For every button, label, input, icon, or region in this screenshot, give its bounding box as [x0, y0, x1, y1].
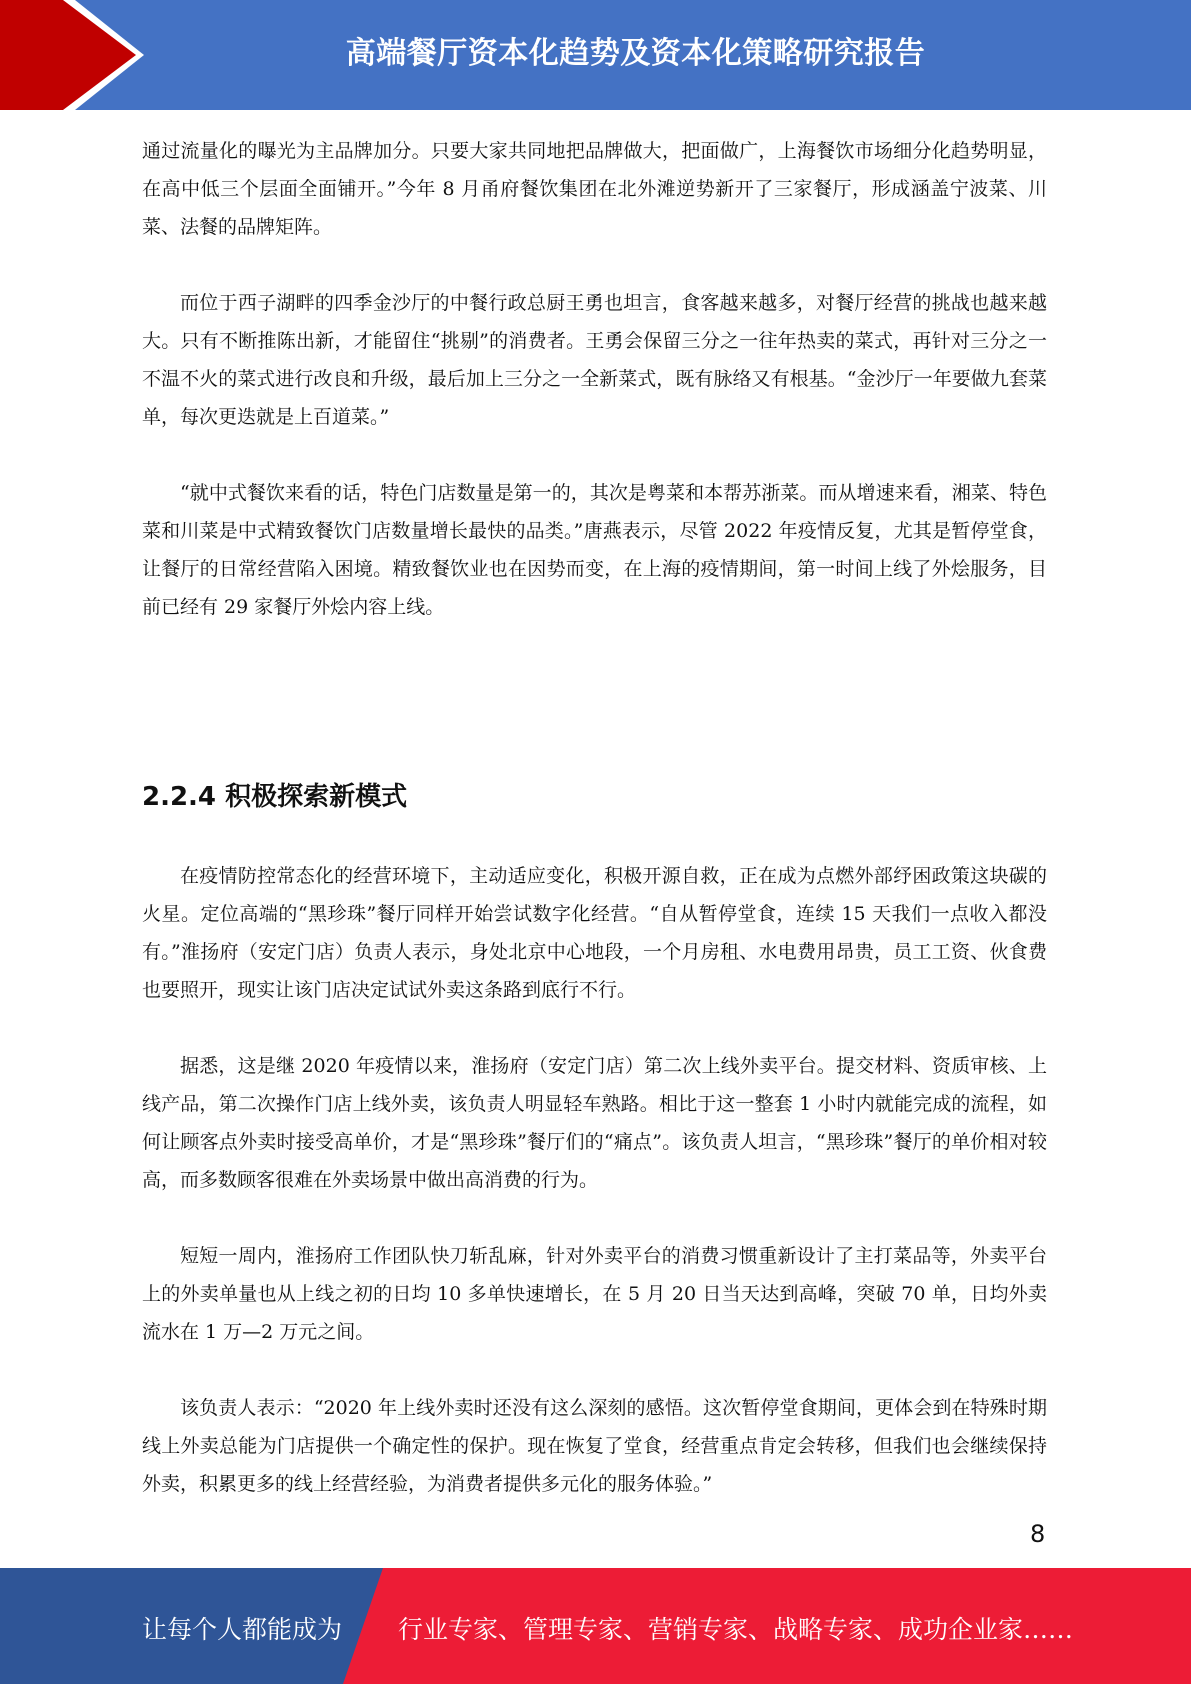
body-content-top — [142, 132, 1047, 664]
paragraph: 该负责人表示：“2020 年上线外卖时还没有这么深刻的感悟。这次暂停堂食期间，更体会到在特殊时期线上外卖总能为门店提供一个确定性的保护。现在恢复了堂食，经营重点肯定会转移，但我们也会继续保持外卖，积累更多的线上经营经验，为消费者提供多元化的服务体验。” — [142, 1397, 1047, 1495]
paragraph: 短短一周内，淮扬府工作团队快刀斩乱麻，针对外卖平台的消费习惯重新设计了主打菜品等，外卖平台上的外卖单量也从上线之初的日均 10 多单快速增长，在 5 月 20 日当天达到高峰，突破 70 单，日均外卖流水在 1 万—2 万元之间。 — [142, 1245, 1047, 1343]
paragraph: 通过流量化的曝光为主品牌加分。只要大家共同地把品牌做大，把面做广，上海餐饮市场细分化趋势明显，在高中低三个层面全面铺开。”今年 8 月甬府餐饮集团在北外滩逆势新开了三家餐厅，形成涵盖宁波菜、川菜、法餐的品牌矩阵。 — [142, 140, 1047, 238]
footer-slogan-right: 行业专家、管理专家、营销专家、战略专家、成功企业家…… — [398, 1615, 1074, 1644]
document-title: 高端餐厅资本化趋势及资本化策略研究报告 — [345, 36, 926, 71]
page-footer — [0, 1568, 1191, 1684]
section-heading: 2.2.4 积极探索新模式 — [142, 782, 408, 812]
paragraph: 据悉，这是继 2020 年疫情以来，淮扬府（安定门店）第二次上线外卖平台。提交材料、资质审核、上线产品，第二次操作门店上线外卖，该负责人明显轻车熟路。相比于这一整套 1 小时内就能完成的流程，如何让顾客点外卖时接受高单价，才是“黑珍珠”餐厅们的“痛点”。该负责人坦言，“黑珍珠”餐厅的单价相对较高，而多数顾客很难在外卖场景中做出高消费的行为。 — [142, 1055, 1047, 1191]
page-header — [0, 0, 1191, 110]
paragraph: 而位于西子湖畔的四季金沙厅的中餐行政总厨王勇也坦言，食客越来越多，对餐厅经营的挑战也越来越大。只有不断推陈出新，才能留住“挑剔”的消费者。王勇会保留三分之一往年热卖的菜式，再针对三分之一不温不火的菜式进行改良和升级，最后加上三分之一全新菜式，既有脉络又有根基。“金沙厅一年要做九套菜单，每次更迭就是上百道菜。” — [142, 292, 1047, 428]
paragraph: “就中式餐饮来看的话，特色门店数量是第一的，其次是粤菜和本帮苏浙菜。而从增速来看，湘菜、特色菜和川菜是中式精致餐饮门店数量增长最快的品类。”唐燕表示，尽管 2022 年疫情反复，尤其是暂停堂食，让餐厅的日常经营陷入困境。精致餐饮业也在因势而变，在上海的疫情期间，第一时间上线了外烩服务，目前已经有 29 家餐厅外烩内容上线。 — [142, 482, 1047, 618]
footer-slogan-left: 让每个人都能成为 — [142, 1615, 343, 1644]
section-body — [142, 857, 1047, 1541]
page-number: 8 — [1030, 1520, 1046, 1548]
paragraph: 在疫情防控常态化的经营环境下，主动适应变化，积极开源自救，正在成为点燃外部纾困政策这块碳的火星。定位高端的“黑珍珠”餐厅同样开始尝试数字化经营。“自从暂停堂食，连续 15 天我们一点收入都没有。”淮扬府（安定门店）负责人表示，身处北京中心地段，一个月房租、水电费用昂贵，员工工资、伙食费也要照开，现实让该门店决定试试外卖这条路到底行不行。 — [142, 865, 1047, 1001]
